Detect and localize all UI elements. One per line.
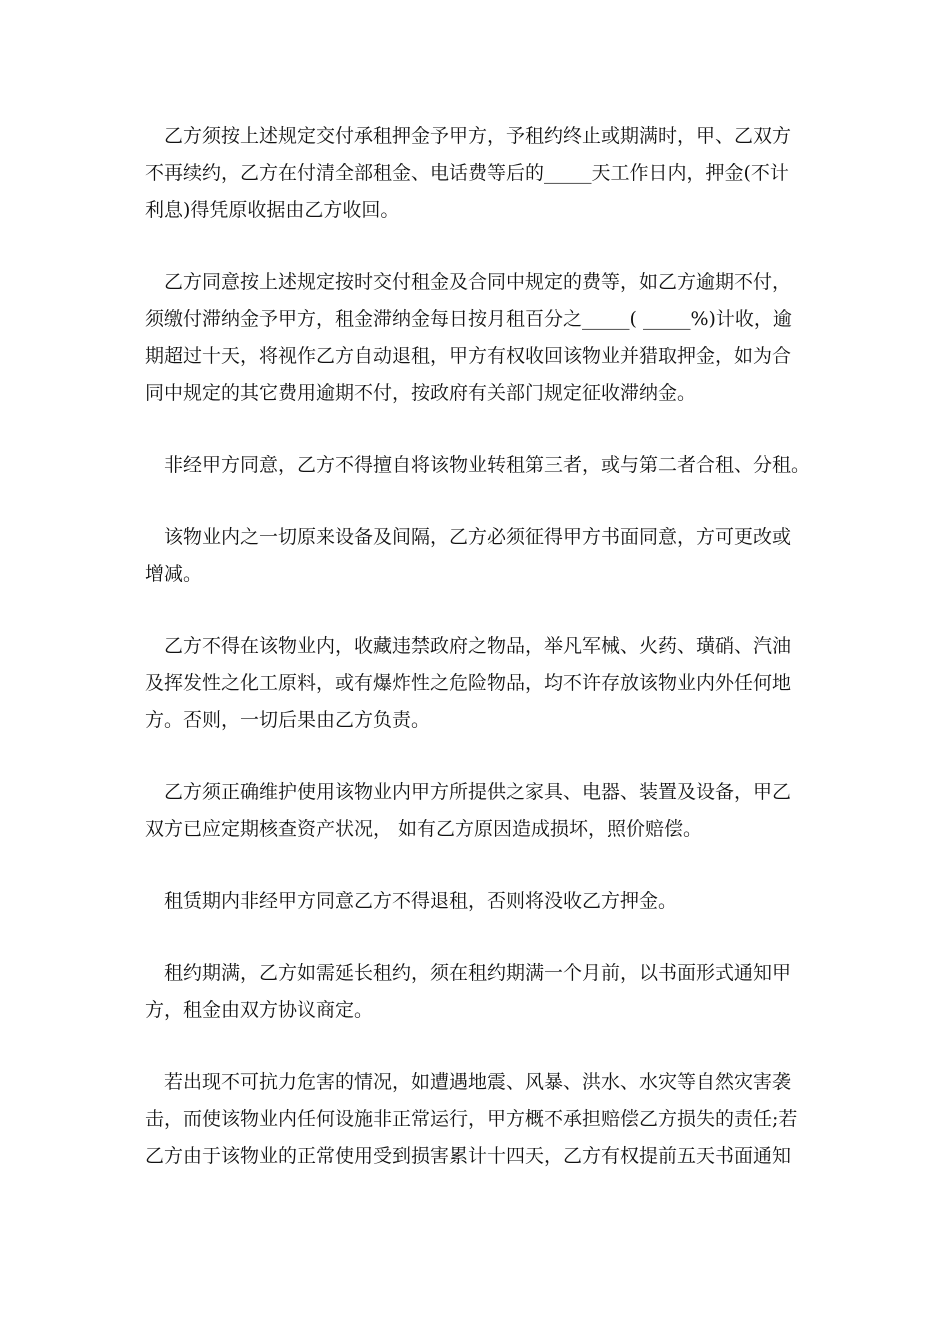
- text-line: 及挥发性之化工原料，或有爆炸性之危险物品，均不许存放该物业内外任何地: [145, 672, 792, 694]
- text-line: 该物业内之一切原来设备及间隔，乙方必须征得甲方书面同意，方可更改或: [164, 526, 792, 548]
- text-line: 击，而使该物业内任何设施非正常运行，甲方概不承担赔偿乙方损失的责任;若: [145, 1108, 798, 1130]
- text-line: 若出现不可抗力危害的情况，如遭遇地震、风暴、洪水、水灾等自然灾害袭: [164, 1071, 792, 1093]
- text-line: 利息)得凭原收据由乙方收回。: [145, 199, 400, 221]
- text-line: 期超过十天，将视作乙方自动退租，甲方有权收回该物业并猎取押金，如为合: [145, 345, 792, 367]
- text-line: 同中规定的其它费用逾期不付，按政府有关部门规定征收滞纳金。: [145, 382, 697, 404]
- paragraph-alterations: [145, 519, 810, 593]
- text-line: 方，租金由双方协议商定。: [145, 999, 374, 1021]
- text-line: 增减。: [145, 563, 203, 585]
- paragraph-force-majeure: [145, 1064, 810, 1175]
- text-line: 乙方不得在该物业内，收藏违禁政府之物品，举凡军械、火药、璜硝、汽油: [164, 635, 792, 657]
- document-body: [145, 118, 810, 1210]
- paragraph-early-termination: [145, 883, 810, 920]
- text-line: 乙方须正确维护使用该物业内甲方所提供之家具、电器、装置及设备，甲乙: [164, 781, 792, 803]
- paragraph-late-fee: [145, 264, 810, 412]
- paragraph-sublease: [145, 447, 810, 484]
- text-line: 双方已应定期核查资产状况， 如有乙方原因造成损坏，照价赔偿。: [145, 818, 703, 840]
- text-line: 乙方同意按上述规定按时交付租金及合同中规定的费等，如乙方逾期不付，: [164, 271, 792, 293]
- text-line: 非经甲方同意，乙方不得擅自将该物业转租第三者，或与第二者合租、分租。: [164, 454, 811, 476]
- text-line: 不再续约，乙方在付清全部租金、电话费等后的_____天工作日内，押金(不计: [145, 162, 789, 184]
- text-line: 租约期满，乙方如需延长租约，须在租约期满一个月前，以书面形式通知甲: [164, 962, 792, 984]
- text-line: 须缴付滞纳金予甲方，租金滞纳金每日按月租百分之_____( _____%)计收，逾: [145, 308, 792, 330]
- text-line: 乙方须按上述规定交付承租押金予甲方，予租约终止或期满时，甲、乙双方: [164, 125, 792, 147]
- text-line: 乙方由于该物业的正常使用受到损害累计十四天，乙方有权提前五天书面通知: [145, 1145, 792, 1167]
- paragraph-maintenance: [145, 774, 810, 848]
- text-line: 方。否则，一切后果由乙方负责。: [145, 709, 431, 731]
- paragraph-renewal: [145, 955, 810, 1029]
- paragraph-deposit-refund: [145, 118, 810, 229]
- text-line: 租赁期内非经甲方同意乙方不得退租，否则将没收乙方押金。: [164, 890, 678, 912]
- paragraph-prohibited-items: [145, 628, 810, 739]
